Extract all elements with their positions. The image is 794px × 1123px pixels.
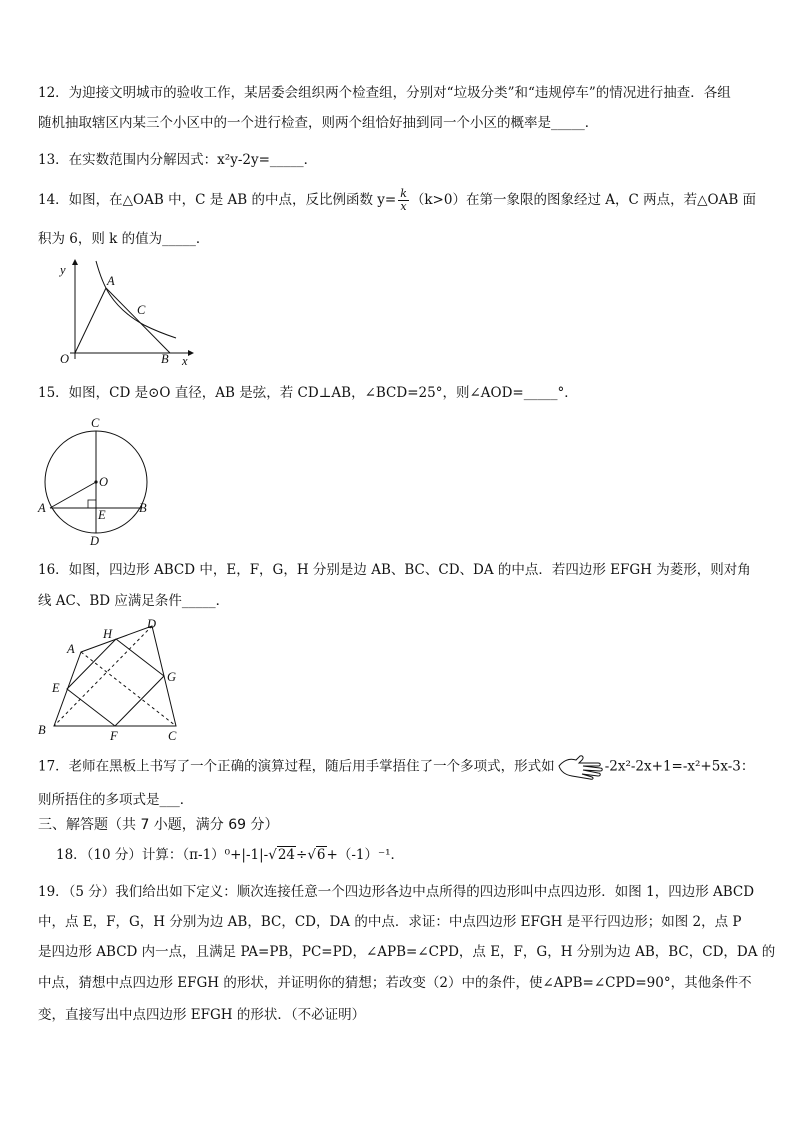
q14-label-a: A bbox=[107, 274, 115, 288]
q14-segment-oa bbox=[75, 288, 106, 353]
q15-label-o: O bbox=[99, 475, 109, 489]
q15-text: 15．如图，CD 是⊙O 直径，AB 是弦，若 CD⊥AB，∠BCD=25°，则∠AOD=_____°． bbox=[38, 385, 578, 401]
q17-line2: 则所捂住的多项式是___． bbox=[38, 792, 194, 808]
q14-label-b: B bbox=[161, 352, 169, 366]
q16-label-b: B bbox=[38, 723, 46, 737]
q16-line2: 线 AC、BD 应满足条件_____． bbox=[38, 593, 230, 609]
q18-divide: ÷ bbox=[296, 847, 308, 863]
q18-text: 18．（10 分）计算：（π-1）⁰+|-1|-√24÷√6+（-1）⁻¹． bbox=[56, 847, 405, 863]
q12-line1: 12．为迎接文明城市的验收工作，某居委会组织两个检查组，分别对“垃圾分类”和“违规停车”的情况进行抽查．各组 bbox=[38, 85, 731, 101]
q16-label-g: G bbox=[167, 670, 177, 684]
q15-center-point bbox=[94, 480, 97, 483]
q16-diagonal-ac bbox=[81, 652, 176, 726]
q14-label-o: O bbox=[60, 352, 70, 366]
q14-segment-ab bbox=[106, 288, 170, 353]
q16-label-h: H bbox=[103, 627, 113, 641]
q15-label-a: A bbox=[38, 501, 46, 515]
q14-label-y: y bbox=[60, 263, 66, 277]
q14-frac-num: k bbox=[400, 187, 407, 200]
q19-line4: 中点，猜想中点四边形 EFGH 的形状，并证明你的猜想；若改变（2）中的条件，使∠APB=∠CPD=90°，其他条件不 bbox=[38, 975, 752, 991]
q14-fraction bbox=[398, 188, 409, 213]
q14-x-arrow bbox=[188, 350, 194, 356]
q15-segment-ao bbox=[50, 482, 96, 508]
q19-line5: 变，直接写出中点四边形 EFGH 的形状．（不必证明） bbox=[38, 1007, 366, 1023]
q14-line1 bbox=[38, 188, 756, 213]
q14-frac-den: x bbox=[400, 200, 407, 213]
q14-hyperbola bbox=[96, 261, 176, 338]
q14-line1-post: （k>0）在第一象限的图象经过 A，C 两点，若△OAB 面 bbox=[410, 192, 757, 208]
q19-line1: 19．（5 分）我们给出如下定义：顺次连接任意一个四边形各边中点所得的四边形叫中点四边形．如图 1，四边形 ABCD bbox=[38, 884, 755, 900]
hand-icon bbox=[556, 754, 604, 780]
q19-line2: 中，点 E，F，G，H 分别为边 AB，BC，CD，DA 的中点．求证：中点四边形 EFGH 是平行四边形；如图 2，点 P bbox=[38, 914, 742, 930]
q14-label-x: x bbox=[182, 354, 188, 367]
q15-right-angle-mark bbox=[88, 500, 96, 508]
q15-label-e: E bbox=[98, 508, 106, 522]
q16-figure bbox=[34, 614, 194, 744]
q17-line1 bbox=[38, 754, 754, 780]
q15-label-c: C bbox=[91, 416, 100, 430]
q16-diagonal-bd bbox=[54, 626, 152, 726]
section-3-heading: 三、解答题（共 7 小题，满分 69 分） bbox=[38, 817, 279, 833]
q16-label-d: D bbox=[147, 617, 157, 631]
q16-label-c: C bbox=[168, 729, 177, 743]
q16-quadrilateral-abcd bbox=[54, 626, 176, 726]
q16-label-e: E bbox=[52, 681, 60, 695]
q18-sqrt-6: 6 bbox=[316, 847, 326, 863]
q14-y-arrow bbox=[72, 259, 78, 265]
q15-label-d: D bbox=[90, 534, 100, 548]
q14-line1-pre: 14．如图，在△OAB 中，C 是 AB 的中点，反比例函数 y= bbox=[38, 192, 397, 208]
q15-figure bbox=[36, 412, 154, 548]
q16-label-a: A bbox=[67, 642, 75, 656]
q18-post: +（-1）⁻¹． bbox=[326, 847, 405, 863]
q14-line2: 积为 6，则 k 的值为_____． bbox=[38, 231, 210, 247]
q18-sqrt-24: 24 bbox=[277, 847, 295, 863]
q16-line1: 16．如图，四边形 ABCD 中，E，F，G，H 分别是边 AB、BC、CD、DA 的中点．若四边形 EFGH 为菱形，则对角 bbox=[38, 562, 751, 578]
q15-label-b: B bbox=[139, 501, 147, 515]
q17-post: -2x²-2x+1=-x²+5x-3： bbox=[604, 758, 755, 775]
q13-text: 13．在实数范围内分解因式：x²y-2y=_____． bbox=[38, 152, 318, 168]
q17-pre: 17．老师在黑板上书写了一个正确的演算过程，随后用手掌捂住了一个多项式，形式如 bbox=[38, 758, 555, 775]
q19-line3: 是四边形 ABCD 内一点，且满足 PA=PB，PC=PD，∠APB=∠CPD，点 E，F，G，H 分别为边 AB，BC，CD，DA 的 bbox=[38, 944, 776, 960]
q16-label-f: F bbox=[110, 729, 118, 743]
q14-figure bbox=[40, 255, 200, 367]
q18-pre: 18．（10 分）计算：（π-1）⁰+|-1|- bbox=[56, 847, 269, 863]
q12-line2: 随机抽取辖区内某三个小区中的一个进行检查，则两个组恰好抽到同一个小区的概率是_____． bbox=[38, 115, 599, 131]
q14-label-c: C bbox=[137, 303, 146, 317]
